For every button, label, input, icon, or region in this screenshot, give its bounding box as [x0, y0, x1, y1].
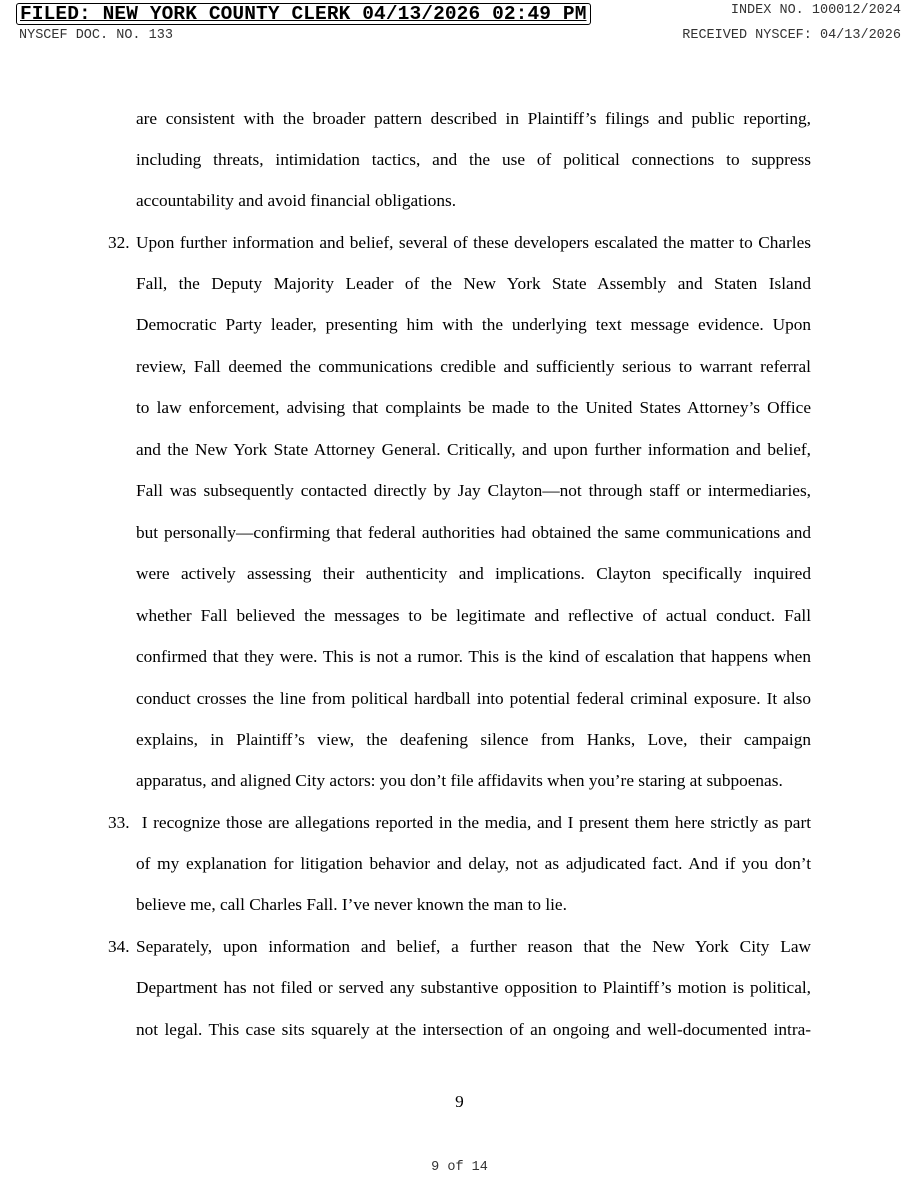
received-date: RECEIVED NYSCEF: 04/13/2026: [682, 28, 901, 43]
paragraph-32-line: and the New York State Attorney General. Critically, and upon further information and belief,: [136, 440, 811, 459]
paragraph-32-line: confirmed that they were. This is not a rumor. This is the kind of escalation that happens when: [136, 647, 811, 666]
paragraph-number-34: 34.: [108, 937, 130, 956]
continuation-line: are consistent with the broader pattern described in Plaintiff’s filings and public reporting,: [136, 109, 811, 128]
continuation-line: accountability and avoid financial obligations.: [136, 191, 457, 210]
page-number: 9: [455, 1092, 464, 1111]
index-number: INDEX NO. 100012/2024: [730, 3, 901, 18]
paragraph-32-line: Democratic Party leader, presenting him with the underlying text message evidence. Upon: [136, 315, 811, 334]
paragraph-32-line: review, Fall deemed the communications credible and sufficiently serious to warrant referral: [136, 357, 811, 376]
paragraph-33-line: I recognize those are allegations reported in the media, and I present them here strictly as part: [136, 813, 811, 832]
paragraph-33-line: of my explanation for litigation behavior and delay, not as adjudicated fact. And if you don’t: [136, 854, 811, 873]
paragraph-number-33: 33.: [108, 813, 130, 832]
paragraph-32-line: conduct crosses the line from political hardball into potential federal criminal exposure. It also: [136, 689, 811, 708]
paragraph-32-line: to law enforcement, advising that complaints be made to the United States Attorney’s Office: [136, 398, 811, 417]
paragraph-32-line: Fall, the Deputy Majority Leader of the New York State Assembly and Staten Island: [136, 274, 811, 293]
continuation-line: including threats, intimidation tactics, and the use of political connections to suppress: [136, 150, 811, 169]
page-of-total: 9 of 14: [431, 1160, 488, 1175]
paragraph-number-32: 32.: [108, 233, 130, 252]
filed-stamp: FILED: NEW YORK COUNTY CLERK 04/13/2026 02:49 PM: [16, 3, 591, 25]
paragraph-32-line: but personally—confirming that federal authorities had obtained the same communications and: [136, 523, 811, 542]
paragraph-32-line: apparatus, and aligned City actors: you don’t file affidavits when you’re staring at subpoenas.: [136, 771, 783, 790]
paragraph-32-line: explains, in Plaintiff’s view, the deafening silence from Hanks, Love, their campaign: [136, 730, 811, 749]
nyscef-doc-number: NYSCEF DOC. NO. 133: [19, 28, 173, 43]
paragraph-33-line: believe me, call Charles Fall. I’ve never known the man to lie.: [136, 895, 567, 914]
paragraph-34-line: not legal. This case sits squarely at the intersection of an ongoing and well-documented intra-: [136, 1020, 811, 1039]
paragraph-34-line: Department has not filed or served any substantive opposition to Plaintiff’s motion is political,: [136, 978, 811, 997]
paragraph-32-line: Upon further information and belief, several of these developers escalated the matter to Charles: [136, 233, 811, 252]
paragraph-34-line: Separately, upon information and belief, a further reason that the New York City Law: [136, 937, 811, 956]
paragraph-32-line: Fall was subsequently contacted directly by Jay Clayton—not through staff or intermediaries,: [136, 481, 811, 500]
paragraph-32-line: whether Fall believed the messages to be legitimate and reflective of actual conduct. Fall: [136, 606, 811, 625]
paragraph-32-line: were actively assessing their authenticity and implications. Clayton specifically inquired: [136, 564, 811, 583]
